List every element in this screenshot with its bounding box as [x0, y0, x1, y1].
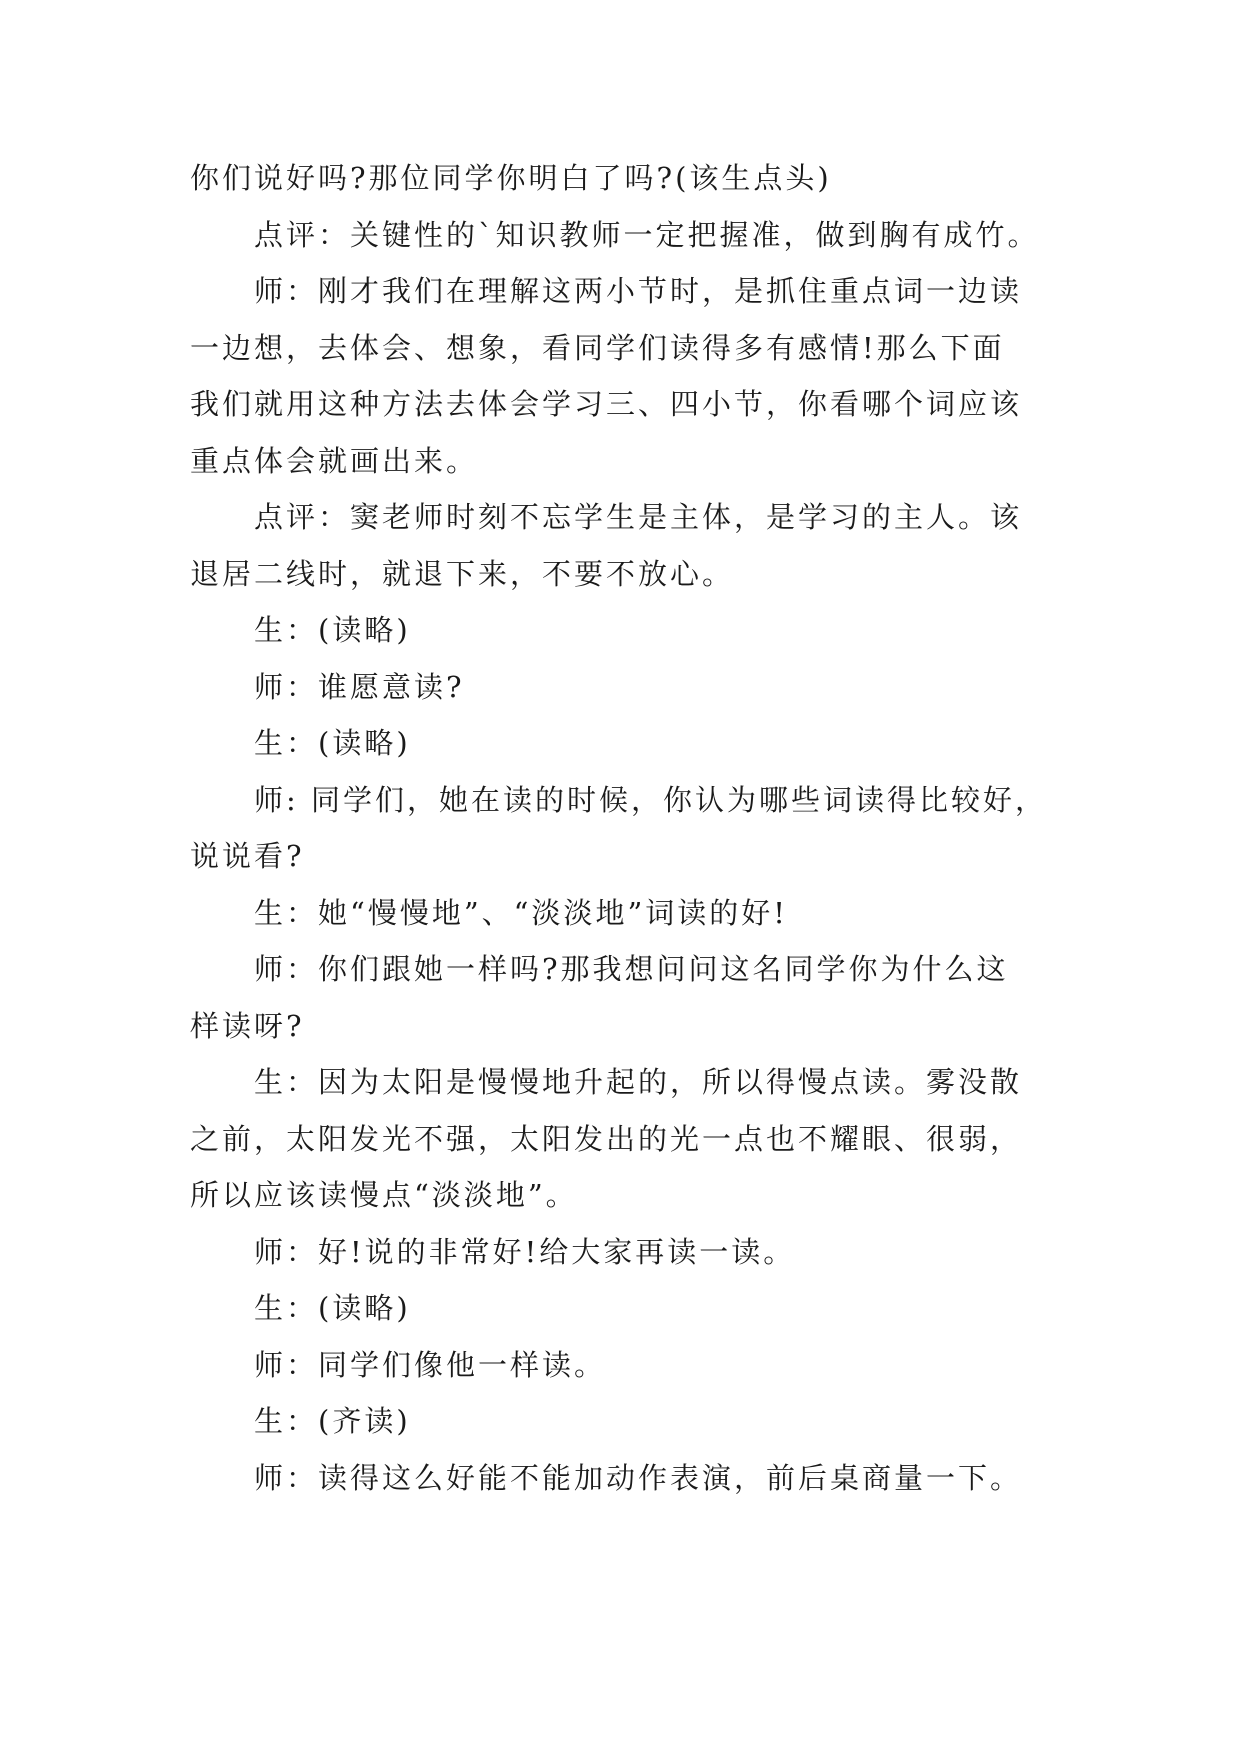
paragraph-line: 样读呀? — [190, 1009, 305, 1043]
paragraph-line: 师: 同学们，她在读的时候，你认为哪些词读得比较好， — [254, 783, 1047, 817]
paragraph-line: 师：好!说的非常好!给大家再读一读。 — [254, 1235, 796, 1269]
paragraph-line: 一边想，去体会、想象，看同学们读得多有感情!那么下面 — [190, 331, 1005, 365]
paragraph-line: 师：刚才我们在理解这两小节时，是抓住重点词一边读 — [254, 274, 1023, 308]
paragraph-line: 生：(齐读) — [254, 1404, 411, 1438]
paragraph-line: 生：(读略) — [254, 726, 411, 760]
paragraph-line: 生：(读略) — [254, 1291, 411, 1325]
paragraph-line: 你们说好吗?那位同学你明白了吗?(该生点头) — [190, 161, 832, 195]
paragraph-line: 重点体会就画出来。 — [190, 444, 479, 478]
paragraph-line: 点评：窦老师时刻不忘学生是主体，是学习的主人。该 — [254, 500, 1023, 534]
paragraph-line: 生：(读略) — [254, 613, 411, 647]
paragraph-line: 我们就用这种方法去体会学习三、四小节，你看哪个词应该 — [190, 387, 1023, 421]
paragraph-line: 退居二线时，就退下来，不要不放心。 — [190, 557, 735, 591]
paragraph-line: 说说看? — [190, 839, 305, 873]
paragraph-line: 师：同学们像他一样读。 — [254, 1348, 607, 1382]
paragraph-line: 师：读得这么好能不能加动作表演，前后桌商量一下。 — [254, 1461, 1023, 1495]
paragraph-line: 之前，太阳发光不强，太阳发出的光一点也不耀眼、很弱， — [190, 1122, 1023, 1156]
paragraph-line: 所以应该读慢点“淡淡地”。 — [190, 1178, 578, 1212]
paragraph-line: 生：她“慢慢地”、“淡淡地”词读的好! — [254, 896, 788, 930]
paragraph-line: 师：谁愿意读? — [254, 670, 465, 704]
paragraph-line: 生：因为太阳是慢慢地升起的，所以得慢点读。雾没散 — [254, 1065, 1023, 1099]
paragraph-line: 师：你们跟她一样吗?那我想问问这名同学你为什么这 — [254, 952, 1009, 986]
paragraph-line: 点评：关键性的`知识教师一定把握准，做到胸有成竹。 — [254, 218, 1040, 252]
